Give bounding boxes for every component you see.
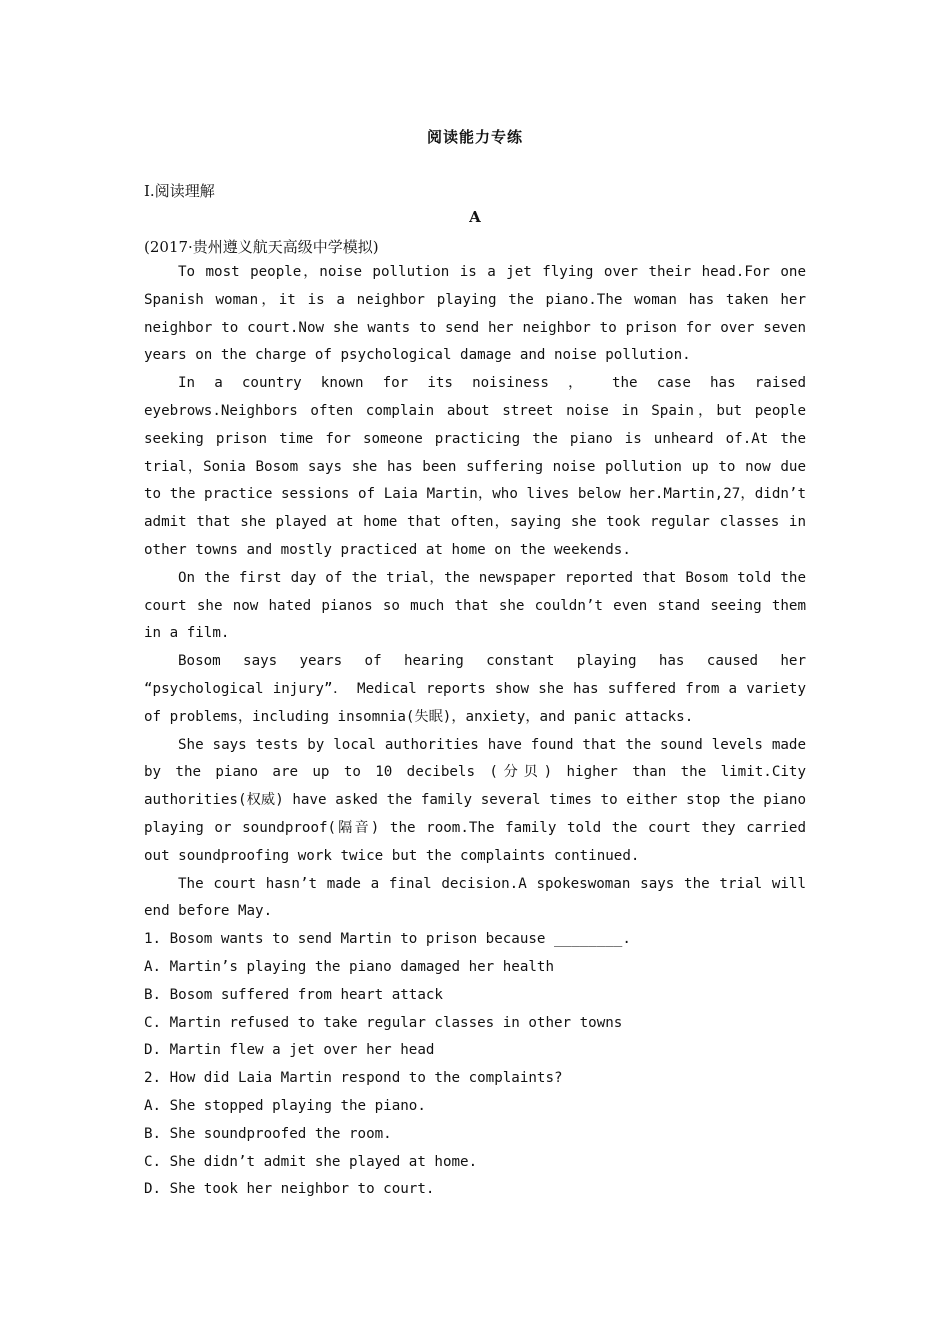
paragraph-2: In a country known for its noisiness ， the case has raised eyebrows.Neighbors often complain about street noise in Spain，but people seeking prison time for someone practicing the piano is unheard of.At the trial，Sonia Bosom says she has been suffering noise pollution up to now due to the practice sessions of Laia Martin，who lives below her.Martin,27，didn’t admit that she played at home that often，saying she took regular classes in other towns and mostly practiced at home on the weekends. <box>144 375 806 558</box>
question-stem: 2. How did Laia Martin respond to the complaints? <box>144 1070 563 1087</box>
answer-option-c: C. She didn’t admit she played at home. <box>144 1153 478 1170</box>
page-title: 阅读能力专练 <box>426 128 523 146</box>
section-heading: Ⅰ.阅读理解 <box>144 182 215 200</box>
source-note: (2017·贵州遵义航天高级中学模拟) <box>144 238 379 256</box>
answer-option-d: D. Martin flew a jet over her head <box>144 1042 435 1059</box>
passage-label: A <box>469 208 481 226</box>
question-1 <box>144 926 806 1065</box>
question-stem: 1. Bosom wants to send Martin to prison because ________. <box>144 931 631 948</box>
paragraph-4: Bosom says years of hearing constant playing has caused her “psychological injury”． Medical reports show she has suffered from a variety of problems，including insomnia(失眠)，anxiety，and panic attacks. <box>144 653 806 725</box>
paragraph-6: The court hasn’t made a final decision.A spokeswoman says the trial will end before May. <box>144 875 806 920</box>
answer-option-d: D. She took her neighbor to court. <box>144 1181 435 1198</box>
answer-option-a: A. Martin’s playing the piano damaged her health <box>144 958 554 975</box>
question-2 <box>144 1065 806 1204</box>
answer-option-c: C. Martin refused to take regular classes in other towns <box>144 1014 623 1031</box>
paragraph-1: To most people，noise pollution is a jet flying over their head.For one Spanish woman，it is a neighbor playing the piano.The woman has taken her neighbor to court.Now she wants to send her neighbor to prison for over seven years on the charge of psychological damage and noise pollution. <box>144 264 806 364</box>
answer-option-b: B. Bosom suffered from heart attack <box>144 986 443 1003</box>
paragraph-3: On the first day of the trial，the newspaper reported that Bosom told the court she now hated pianos so much that she couldn’t even stand seeing them in a film. <box>144 569 806 642</box>
answer-option-a: A. She stopped playing the piano. <box>144 1097 426 1114</box>
passage-body <box>144 259 806 1204</box>
paragraph-5: She says tests by local authorities have found that the sound levels made by the piano are up to 10 decibels (分贝) higher than the limit.City authorities(权威) have asked the family several times to either stop the piano playing or soundproof(隔音) the room.The family told the court they carried out soundproofing work twice but the complaints continued. <box>144 736 806 864</box>
answer-option-b: B. She soundproofed the room. <box>144 1125 392 1142</box>
